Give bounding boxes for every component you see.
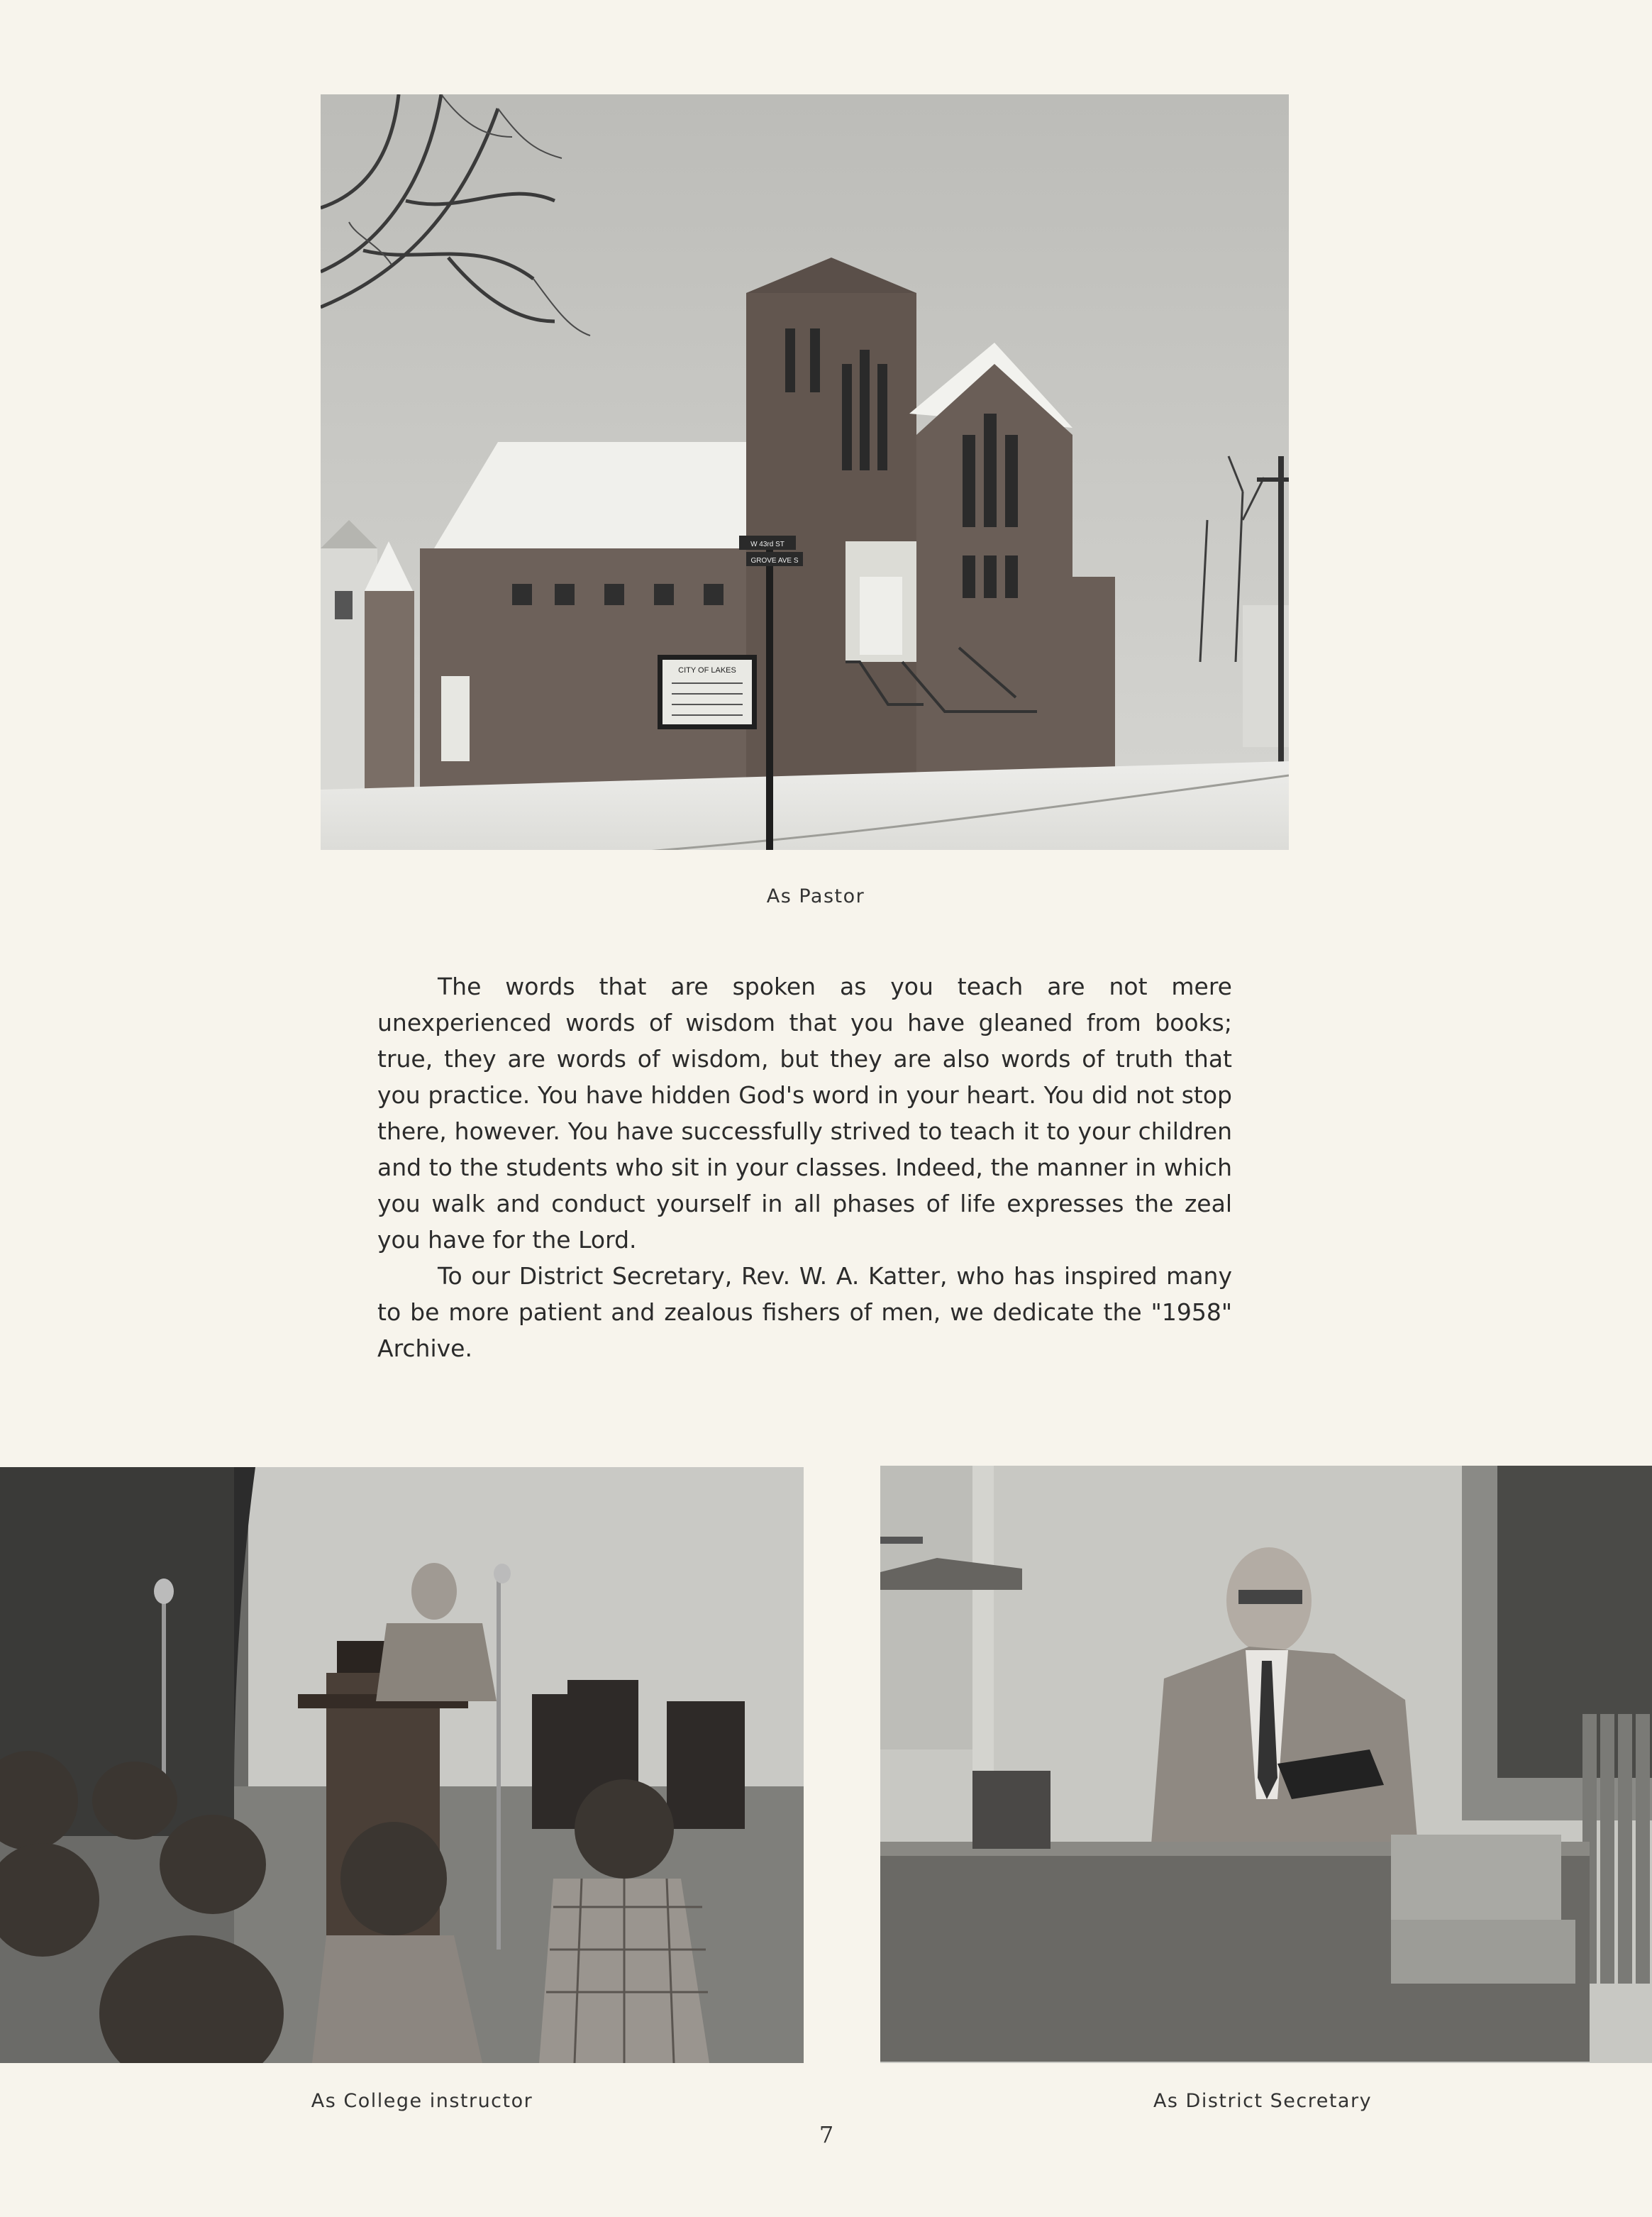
district-secretary-photo — [880, 1466, 1652, 2063]
street-sign-1: W 43rd ST — [750, 541, 785, 548]
street-sign-2: GROVE AVE S — [750, 557, 799, 565]
paragraph-1: The words that are spoken as you teach are not mere unexperienced words of wisdom that you have gleaned from books; true, they are words of wisdom, but they are also words of truth that you practice. You have hidden God's word in your heart. You did not stop there, however. You have successfully strived to teach it to your children and to the students who sit in your classes. Indeed, the manner in which you walk and conduct yourself in all phases of life expresses the zeal you have for the Lord. — [377, 973, 1232, 1254]
secretary-photo-caption: As District Secretary — [1153, 2090, 1373, 2112]
page-number: 7 — [819, 2121, 834, 2148]
dedication-text — [377, 968, 1232, 1366]
college-instructor-photo — [0, 1467, 804, 2063]
paragraph-2: To our District Secretary, Rev. W. A. Katter, who has inspired many to be more patient and zealous fishers of men, we dedicate the "1958" Archive. — [377, 1262, 1232, 1362]
church-photo-caption: As Pastor — [766, 885, 865, 907]
college-photo-caption: As College instructor — [311, 2090, 533, 2112]
church-sign-text: CITY OF LAKES — [678, 666, 736, 675]
church-photo — [321, 94, 1289, 850]
